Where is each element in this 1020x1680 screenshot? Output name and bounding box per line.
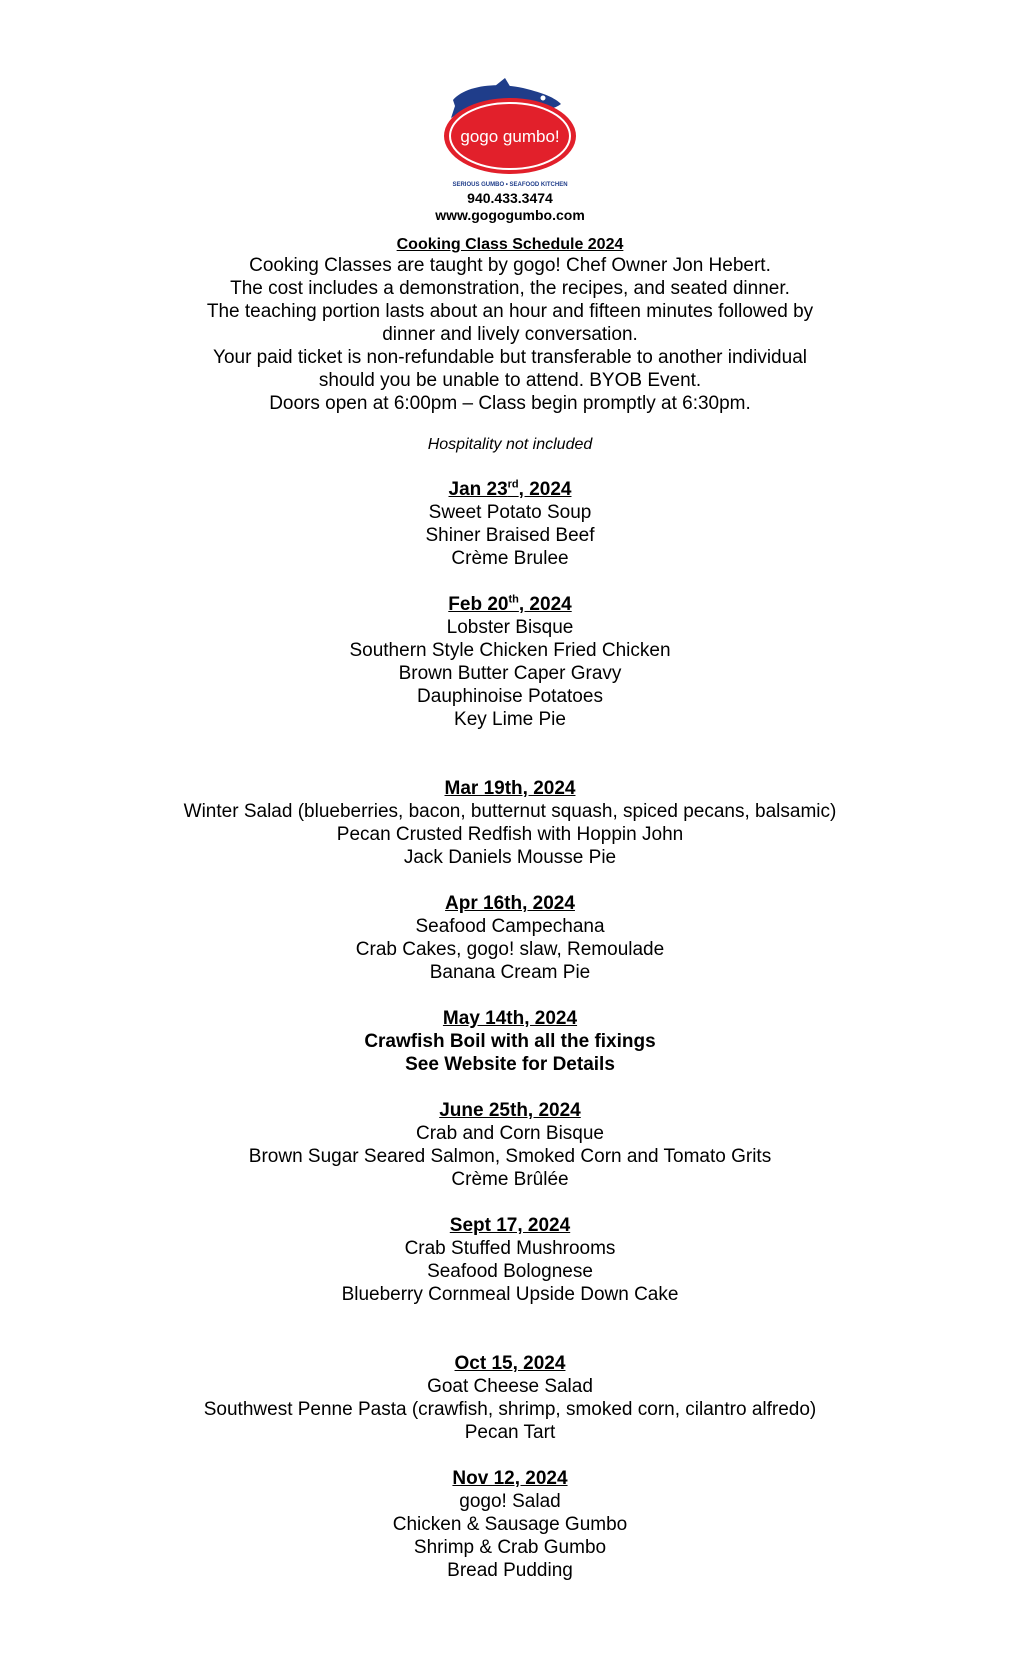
header [0,78,1020,224]
menu-item: Jack Daniels Mousse Pie [403,847,617,868]
event-june [0,1099,1020,1191]
menu-item: Bread Pudding [447,1560,573,1581]
menu-item: Chicken & Sausage Gumbo [392,1514,628,1535]
hospitality-note: Hospitality not included [427,436,593,453]
menu-item: Winter Salad (blueberries, bacon, butternut squash, spiced pecans, balsamic) [183,801,837,822]
event-sept [0,1214,1020,1306]
intro-line: Doors open at 6:00pm – Class begin promptly at 6:30pm. [269,393,751,414]
event-date: Nov 12, 2024 [452,1468,568,1489]
event-date: Mar 19th, 2024 [444,778,576,799]
menu-item: Banana Cream Pie [429,962,591,983]
event-list [0,478,1020,1605]
menu-item: Key Lime Pie [454,709,566,730]
event-may [0,1007,1020,1076]
event-date: Feb 20th, 2024 [448,593,572,615]
menu-item: Pecan Tart [464,1422,556,1443]
menu-item: Brown Sugar Seared Salmon, Smoked Corn and Tomato Grits [248,1146,772,1167]
menu-item: Pecan Crusted Redfish with Hoppin John [336,824,684,845]
event-feb [0,593,1020,731]
event-date: Jan 23rd, 2024 [448,478,572,500]
menu-item: Shiner Braised Beef [425,525,595,546]
event-date: Oct 15, 2024 [454,1353,566,1374]
gogo-gumbo-logo [435,78,585,190]
event-jan [0,478,1020,570]
menu-item: Sweet Potato Soup [428,502,592,523]
event-nov [0,1467,1020,1582]
menu-item: Crème Brûlée [451,1169,569,1190]
menu-item: gogo! Salad [459,1491,561,1512]
menu-item: Southwest Penne Pasta (crawfish, shrimp, smoked corn, cilantro alfredo) [203,1399,817,1420]
menu-item: Brown Butter Caper Gravy [398,663,622,684]
menu-item: Blueberry Cornmeal Upside Down Cake [341,1284,679,1305]
menu-item: Southern Style Chicken Fried Chicken [349,640,671,661]
event-date: Apr 16th, 2024 [445,893,575,914]
schedule-title: Cooking Class Schedule 2024 [396,236,624,253]
menu-item: Crab and Corn Bisque [416,1123,604,1144]
menu-item: Crab Stuffed Mushrooms [404,1238,616,1259]
intro-line: should you be unable to attend. BYOB Event. [318,370,702,391]
menu-item: Crawfish Boil with all the fixings [364,1031,656,1052]
event-oct [0,1352,1020,1444]
menu-item: Shrimp & Crab Gumbo [413,1537,607,1558]
menu-item: Crab Cakes, gogo! slaw, Remoulade [355,939,665,960]
menu-item: Crème Brulee [451,548,569,569]
event-apr [0,892,1020,984]
intro-line: Cooking Classes are taught by gogo! Chef Owner Jon Hebert. [249,255,771,276]
intro-section [0,236,1020,455]
event-date: Sept 17, 2024 [449,1215,571,1236]
intro-line: The cost includes a demonstration, the recipes, and seated dinner. [230,278,790,299]
menu-item: Goat Cheese Salad [427,1376,593,1397]
menu-item: Dauphinoise Potatoes [417,686,603,707]
event-date: June 25th, 2024 [439,1100,581,1121]
logo-wordmark: gogo gumbo! [460,127,560,146]
website-url: www.gogogumbo.com [435,207,585,223]
menu-item: Seafood Campechana [415,916,605,937]
intro-line: Your paid ticket is non-refundable but transferable to another individual [213,347,807,368]
event-date: May 14th, 2024 [442,1008,578,1029]
intro-line: The teaching portion lasts about an hour and fifteen minutes followed by [206,301,814,322]
logo-tagline: SERIOUS GUMBO • SEAFOOD KITCHEN [452,182,568,188]
menu-item: See Website for Details [405,1054,615,1075]
event-mar [0,777,1020,869]
menu-item: Seafood Bolognese [427,1261,593,1282]
intro-line: dinner and lively conversation. [382,324,638,345]
menu-item: Lobster Bisque [446,617,574,638]
phone-number: 940.433.3474 [467,190,553,206]
